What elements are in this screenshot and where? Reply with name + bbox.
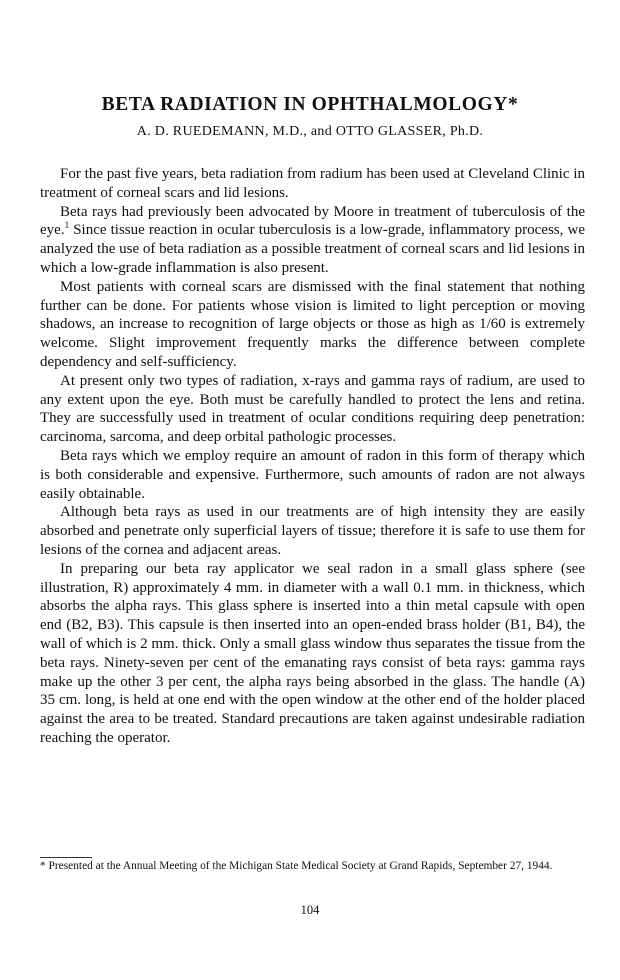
paragraph-5: Beta rays which we employ require an amount of radon in this form of therapy which is both considerable and expensive. Furthermore, such amounts of radon are not always easily obtainable. (40, 447, 585, 502)
article-body (40, 165, 585, 748)
paragraph-2-text-a: Beta rays had previously been advocated by Moore in treatment of tuberculosis of the eye. (40, 203, 585, 239)
page-number: 104 (300, 903, 320, 917)
footnote-divider (40, 857, 92, 858)
article-title: BETA RADIATION IN OPHTHALMOLOGY* (101, 94, 519, 115)
reference-marker: 1 (64, 220, 70, 231)
footnote: * Presented at the Annual Meeting of the Michigan State Medical Society at Grand Rapids, September 27, 1944. (40, 860, 553, 872)
paragraph-4: At present only two types of radiation, x-rays and gamma rays of radium, are used to any extent upon the eye. Both must be carefully handled to protect the lens and retina. They are successfully used in treatment of ocular conditions requiring deep penetration: carcinoma, sarcoma, and deep orbital pathologic processes. (40, 372, 585, 446)
paragraph-7: In preparing our beta ray applicator we seal radon in a small glass sphere (see illustration, R) approximately 4 mm. in diameter with a wall 0.1 mm. in thickness, which absorbs the alpha rays. This glass sphere is inserted into a thin metal capsule with open end (B2, B3). This capsule is then inserted into an open-ended brass holder (B1, B4), the wall of which is 2 mm. thick. Only a small glass window thus separates the tissue from the beta rays. Ninety-seven per cent of the emanating rays consist of beta rays: gamma rays make up the other 3 per cent, the alpha rays being absorbed in the glass. The handle (A) 35 cm. long, is held at one end with the open window at the other end of the holder placed against the area to be treated. Standard precautions are taken against undesirable radiation reaching the operator. (40, 560, 585, 746)
paragraph-2 (40, 203, 585, 278)
paragraph-1: For the past five years, beta radiation from radium has been used at Cleveland Clinic in treatment of corneal scars and lid lesions. (40, 166, 585, 201)
paragraph-6: Although beta rays as used in our treatments are of high intensity they are easily absorbed and penetrate only superficial layers of tissue; therefore it is safe to use them for lesions of the cornea and adjacent areas. (40, 504, 585, 558)
paragraph-3: Most patients with corneal scars are dismissed with the final statement that nothing further can be done. For patients whose vision is limited to light perception or moving shadows, an increase to recognition of large objects or those as high as 1/60 is extremely welcome. Slight improvement frequently marks the difference between complete dependency and self-sufficiency. (40, 278, 585, 370)
paragraph-2-text-b: Since tissue reaction in ocular tuberculosis is a low-grade, inflammatory process, we analyzed the use of beta radiation as a possible treatment of corneal scars and lid lesions in which a low-grade inflammation is also present. (40, 222, 585, 276)
article-authors: A. D. RUEDEMANN, M.D., and OTTO GLASSER, Ph.D. (136, 124, 484, 139)
